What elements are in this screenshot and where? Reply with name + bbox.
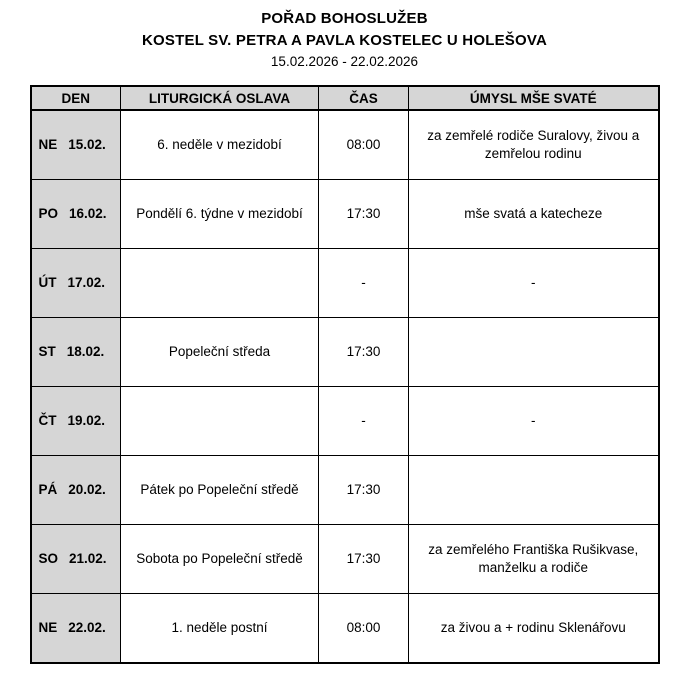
day-cell — [31, 387, 121, 456]
time-cell: 17:30 — [319, 525, 409, 594]
day-abbr: ÚT — [38, 274, 57, 290]
table-row — [31, 387, 659, 456]
table-row — [31, 594, 659, 664]
day-date: 21.02. — [69, 550, 107, 566]
schedule-table — [30, 85, 660, 664]
column-header-den: DEN — [31, 86, 121, 110]
time-cell: 17:30 — [319, 318, 409, 387]
document-title: POŘAD BOHOSLUŽEB — [261, 10, 428, 27]
day-abbr: NE — [38, 619, 58, 635]
day-abbr: SO — [38, 550, 59, 566]
intention-cell: - — [409, 249, 659, 318]
day-cell — [31, 249, 121, 318]
day-cell — [31, 525, 121, 594]
time-cell: 08:00 — [319, 110, 409, 180]
day-date: 20.02. — [68, 481, 106, 497]
table-row — [31, 456, 659, 525]
celebration-cell: 1. neděle postní — [121, 594, 319, 664]
time-cell: 08:00 — [319, 594, 409, 664]
celebration-cell — [121, 249, 319, 318]
table-row — [31, 525, 659, 594]
celebration-cell — [121, 387, 319, 456]
celebration-cell: Sobota po Popeleční středě — [121, 525, 319, 594]
table-row — [31, 249, 659, 318]
day-abbr: PO — [38, 205, 59, 221]
table-row — [31, 318, 659, 387]
day-date: 17.02. — [67, 274, 106, 290]
date-range: 15.02.2026 - 22.02.2026 — [270, 54, 419, 69]
celebration-cell: Pátek po Popeleční středě — [121, 456, 319, 525]
intention-cell: za živou a + rodinu Sklenářovu — [409, 594, 659, 664]
intention-cell — [409, 318, 659, 387]
time-cell: - — [319, 387, 409, 456]
table-row — [31, 110, 659, 180]
day-abbr: PÁ — [38, 481, 58, 497]
intention-cell: za zemřelého Františka Rušikvase, manželku a rodiče — [409, 525, 659, 594]
church-name: KOSTEL SV. PETRA A PAVLA KOSTELEC U HOLEŠOVA — [142, 32, 547, 49]
day-date: 16.02. — [69, 205, 107, 221]
day-abbr: ČT — [38, 412, 57, 428]
day-date: 22.02. — [68, 619, 106, 635]
column-header-cas: ČAS — [319, 86, 409, 110]
document-header — [0, 10, 689, 69]
day-date: 19.02. — [67, 412, 106, 428]
time-cell: 17:30 — [319, 180, 409, 249]
intention-cell: - — [409, 387, 659, 456]
time-cell: - — [319, 249, 409, 318]
celebration-cell: 6. neděle v mezidobí — [121, 110, 319, 180]
day-abbr: NE — [38, 136, 58, 152]
time-cell: 17:30 — [319, 456, 409, 525]
day-cell — [31, 318, 121, 387]
day-cell — [31, 594, 121, 664]
intention-cell — [409, 456, 659, 525]
day-abbr: ST — [38, 343, 56, 359]
intention-cell: mše svatá a katecheze — [409, 180, 659, 249]
column-header-oslava: LITURGICKÁ OSLAVA — [121, 86, 319, 110]
table-header-row — [31, 86, 659, 110]
day-cell — [31, 110, 121, 180]
celebration-cell: Popeleční středa — [121, 318, 319, 387]
day-cell — [31, 180, 121, 249]
intention-cell: za zemřelé rodiče Suralovy, živou a zemřelou rodinu — [409, 110, 659, 180]
day-date: 18.02. — [66, 343, 105, 359]
day-date: 15.02. — [68, 136, 106, 152]
column-header-umysl: ÚMYSL MŠE SVATÉ — [409, 86, 659, 110]
day-cell — [31, 456, 121, 525]
table-row — [31, 180, 659, 249]
celebration-cell: Pondělí 6. týdne v mezidobí — [121, 180, 319, 249]
